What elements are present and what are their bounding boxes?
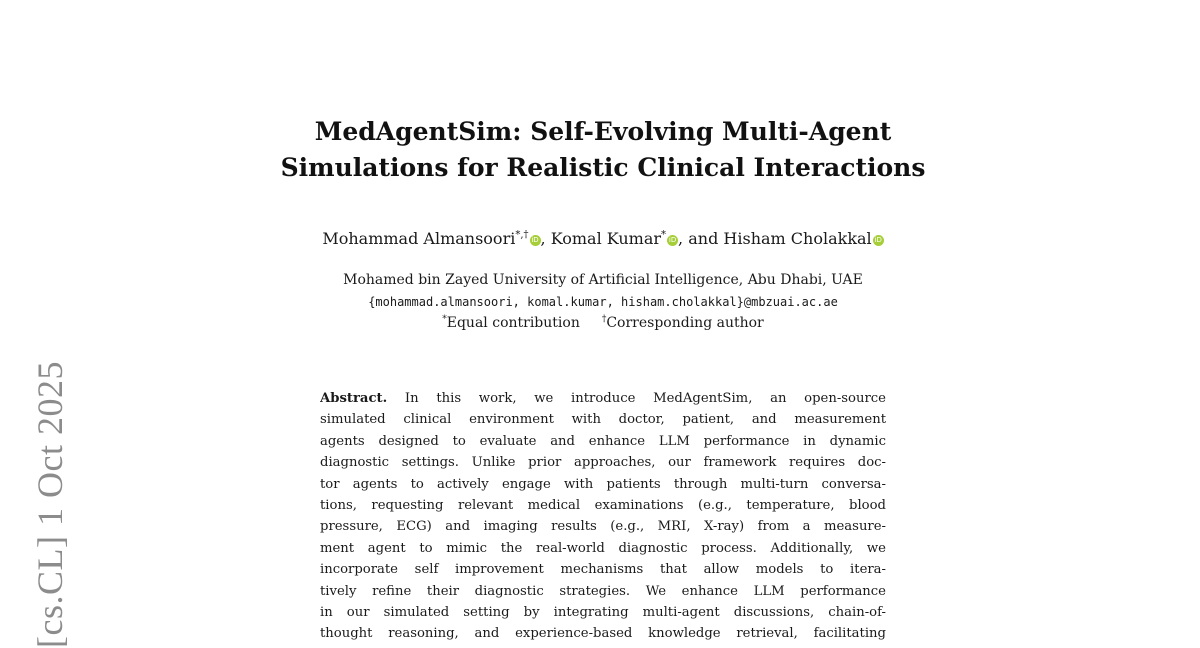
author-emails[interactable]: {mohammad.almansoori, komal.kumar, hisham.cholakkal}@mbzuai.ac.ae [368, 294, 838, 309]
author-separator: , and [678, 229, 719, 248]
abstract-line: Abstract. In this work, we introduce MedAgentSim, an open-source [320, 391, 886, 406]
abstract-line: tions, requesting relevant medical examinations (e.g., temperature, blood [320, 497, 886, 513]
abstract-line: diagnostic settings. Unlike prior approaches, our framework requires doc- [320, 455, 886, 471]
abstract-line: incorporate self improvement mechanisms that allow models to itera- [320, 562, 886, 578]
abstract-line: tor agents to actively engage with patients through multi-turn conversa- [320, 476, 886, 492]
orcid-icon[interactable]: iD [874, 236, 882, 244]
arxiv-side-stamp: [cs.CL] 1 Oct 2025 [30, 361, 70, 648]
author-marks: *,† [515, 229, 529, 241]
contribution-notes [240, 313, 966, 335]
abstract-line: agents designed to evaluate and enhance LLM performance in dynamic [320, 433, 886, 449]
author-name: Mohammad Almansoori [322, 229, 516, 248]
title-line-1: MedAgentSim: Self-Evolving Multi-Agent [314, 117, 892, 146]
paper-title [240, 114, 966, 186]
note-text: Equal contribution [446, 315, 580, 331]
author-name: Hisham Cholakkal [723, 229, 872, 248]
note-mark: † [601, 314, 607, 325]
abstract [320, 388, 886, 645]
orcid-icon[interactable]: iD [668, 236, 677, 244]
abstract-line: in our simulated setting by integrating multi-agent discussions, chain-of- [320, 604, 886, 620]
orcid-icon[interactable]: iD [531, 236, 539, 244]
abstract-heading: Abstract. [320, 391, 388, 406]
affiliation: Mohamed bin Zayed University of Artificial Intelligence, Abu Dhabi, UAE [343, 272, 863, 288]
author-name: Komal Kumar [550, 229, 662, 248]
title-line-2: Simulations for Realistic Clinical Interactions [280, 153, 926, 182]
abstract-line: thought reasoning, and experience-based knowledge retrieval, facilitating [320, 626, 886, 642]
author-separator: , [540, 229, 546, 248]
affiliation-block [240, 270, 966, 335]
abstract-line: simulated clinical environment with doctor, patient, and measurement [320, 412, 886, 428]
note-text: Corresponding author [606, 315, 764, 331]
abstract-line: pressure, ECG) and imaging results (e.g., MRI, X-ray) from a measure- [320, 519, 886, 535]
author-list [240, 227, 966, 251]
note-mark: * [442, 314, 447, 325]
abstract-line: ment agent to mimic the real-world diagnostic process. Additionally, we [320, 540, 886, 556]
author-marks: * [661, 229, 667, 241]
abstract-line: tively refine their diagnostic strategies. We enhance LLM performance [320, 583, 886, 599]
